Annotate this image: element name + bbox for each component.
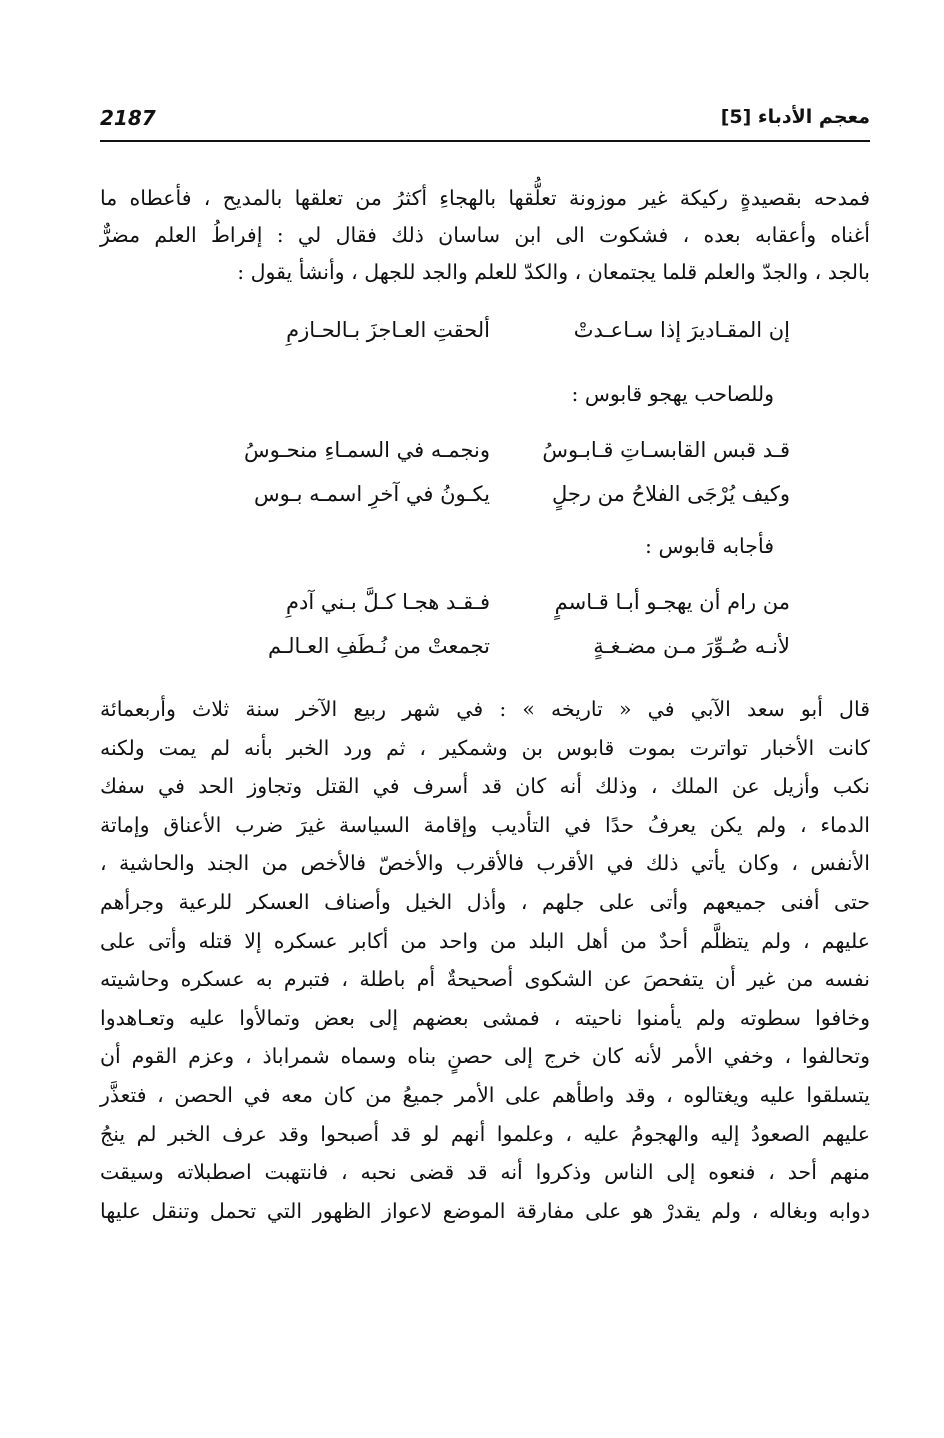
verse-second-hemistich: يكـونُ في آخرِ اسمـه بـوس [254,482,490,506]
verse-first-hemistich: قـد قبس القابسـاتِ قـابـوسُ [542,438,790,462]
verse-line [190,312,790,348]
body-line: عليهم ، ولم يتظلَّم أحدٌ من أهل البلد من واحد من أكابر عسكره إلا قتله وأتى على [100,928,870,953]
verse-second-hemistich: ألحقتِ العـاجزَ بـالحـازمِ [286,318,490,342]
body-line: الأنفس ، وكان يأتي ذلك في الأقرب فالأقرب والأخصّ فالأخص من الجند والحاشية ، [100,851,870,876]
body-line: يتسلقوا عليه ويغتالوه ، وقد واطأهم على الأمر جميعُ من كان معه في الحصن ، فتعذَّر [100,1082,870,1107]
body-line: دوابه وبغاله ، ولم يقدرْ هو على مفارقة الموضع لاعواز الظهور التي تحمل وتنقل عليها [100,1198,870,1223]
verse-first-hemistich: وكيف يُرْجَى الفلاحُ من رجلٍ [551,482,790,506]
intro-line: فمدحه بقصيدةٍ ركيكة غير موزونة تعلُّقها بالهجاءِ أكثرُ من تعلقها بالمديح ، فأعطاه ما [100,186,870,210]
intro-line: بالجد ، والجدّ والعلم قلما يجتمعان ، والكدّ للعلم والجد للجهل ، وأنشأ يقول : [237,260,870,284]
verse-first-hemistich: من رام أن يهجـو أبـا قـاسمٍ [554,590,790,614]
page-header [100,104,870,142]
verse-second-hemistich: فـقـد هجـا كـلَّ بـني آدمِ [286,590,490,614]
body-line: منهم أحد ، فنعوه إلى الناس وذكروا أنه قد قضى نحبه ، فانتهبت اصطبلاته وسيقت [100,1160,870,1185]
intro-paragraph [100,180,870,291]
body-line: وخافوا سطوته ولم يأمنوا ناحيته ، فمشى بعضهم إلى بعض وتمالأوا عليه وتعـاهدوا [100,1005,870,1030]
running-title: معجم الأدباء [5] [720,106,870,128]
main-paragraph [100,690,870,1230]
body-line: نفسه من غير أن يتفحصَ عن الشكوى أصحيحةٌ أم باطلة ، فتبرم به عسكره وحاشيته [100,967,870,992]
verse-second-hemistich: تجمعتْ من نُـطَفِ العـالـم [268,634,490,658]
intro-line: أغناه وأعقابه بعده ، فشكوت الى ابن ساسان ذلك فقال لي : إفراطُ العلم مضرٌّ [100,223,870,247]
body-line: قال أبو سعد الآبي في « تاريخه » : في شهر ربيع الآخر سنة ثلاث وأربعمائة [100,697,870,721]
verse-line [190,584,790,620]
verse-first-hemistich: إن المقـاديرَ إذا سـاعـدتْ [573,318,790,342]
body-line: عليهم الصعودُ إليه والهجومُ عليه ، وعلموا أنهم لو قد أصبحوا وقد عرف الخبر لم ينجُ [100,1121,870,1146]
verse-line [190,476,790,512]
page-number: 2187 [100,106,156,130]
body-line: كانت الأخبار تواترت بموت قابوس بن وشمكير ، ثم ورد الخبر بأنه لم يمت ولكنه [100,735,870,760]
verse-first-hemistich: لأنـه صُـوِّرَ مـن مضـغـةٍ [593,634,790,658]
verse-caption: وللصاحب يهجو قابوس : [571,382,774,406]
body-line: حتى أفنى جميعهم وأتى على جلهم ، وأذل الخيل وأصناف العسكر للرعية وجرأهم [100,889,870,914]
verse-second-hemistich: ونجمـه في السمـاءِ منحـوسُ [244,438,490,462]
body-line: الدماء ، ولم يكن يعرفُ حدًا في التأديب وإقامة السياسة غيرَ ضرب الأعناق وإماتة [100,812,870,837]
verse-line [190,628,790,664]
body-line: نكب وأزيل عن الملك ، وذلك أنه كان قد أسرف في القتل وتجاوز الحد في سفك [100,774,870,799]
verse-caption: فأجابه قابوس : [645,534,774,558]
verse-line [190,432,790,468]
body-line: وتحالفوا ، وخفي الأمر لأنه كان خرج إلى حصنٍ بناه وسماه شمراباذ ، وعزم القوم أن [100,1044,870,1069]
